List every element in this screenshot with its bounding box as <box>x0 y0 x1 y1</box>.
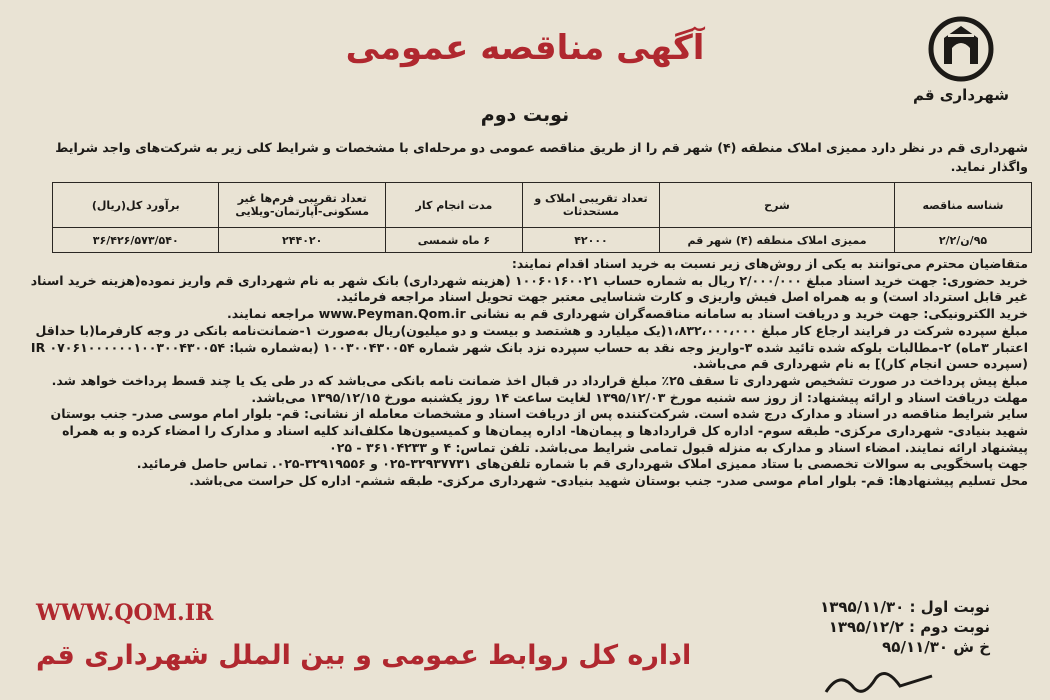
body-paragraph: جهت پاسخگویی به سوالات تخصصی با ستاد ممیزی املاک شهرداری قم با شماره تلفن‌های ۳۲۹۳۷۷۳۱-۰۲۵ و ۳۲۹۱۹۵۵۶-۰۲۵. تماس حاصل فرمائید. <box>136 456 1028 472</box>
body-paragraph: مبلغ پیش پرداخت در صورت تشخیص شهرداری تا سقف ۲۵٪ مبلغ قرارداد در قبال اخذ ضمانت نامه بانکی می‌باشد که در طی یک یا چند قسط پرداخت خواهد شد. <box>51 372 1028 388</box>
table-cell: ۳۶/۴۲۶/۵۷۳/۵۴۰ <box>53 228 219 253</box>
publication-code: خ ش ۹۵/۱۱/۳۰ <box>882 638 990 656</box>
table-header: تعداد تقریبی املاک و مستحدثات <box>522 183 659 228</box>
table-header: شرح <box>660 183 895 228</box>
signature-mark-icon <box>820 664 940 698</box>
publication-info <box>820 597 990 657</box>
intro-paragraph: شهرداری قم در نظر دارد ممیزی املاک منطقه (۴) شهر قم را از طریق مناقصه عمومی دو مرحله‌ای با مشخصات و شرایط کلی زیر به شرکت‌های واجد شرایط واگذار نماید. <box>55 140 1028 174</box>
notice-body <box>23 256 1028 490</box>
table-header: برآورد کل(ریال) <box>53 183 219 228</box>
tender-table <box>52 182 1032 253</box>
body-paragraph: خرید حضوری: جهت خرید اسناد مبلغ ۲/۰۰۰/۰۰۰ ریال به شماره حساب ۱۰۰۶۰۱۶۰۰۲۱ (هزینه شهرداری) بانک شهر به نام شهرداری قم واریز نموده(هزینه خرید اسناد غیر قابل استرداد است) و به همراه اصل فیش واریزی و کارت شناسایی معتبر جهت تحویل اسناد مراجعه فرمائید. <box>30 272 1028 305</box>
body-paragraph: متقاضیان محترم می‌توانند به یکی از روش‌های زیر نسبت به خرید اسناد اقدام نمایند: <box>511 256 1028 271</box>
table-cell: ۶ ماه شمسی <box>385 228 522 253</box>
table-cell: ۲۴۴۰۲۰ <box>219 228 385 253</box>
website-url: WWW.QOM.IR <box>36 600 214 626</box>
logo-text: شهرداری قم <box>912 86 1009 104</box>
table-cell: ۹۵/ن/۲/۲ <box>894 228 1031 253</box>
notice-title: آگهی مناقصه عمومی <box>345 28 705 68</box>
table-cell: ممیزی املاک منطقه (۴) شهر قم <box>660 228 895 253</box>
table-header: شناسه مناقصه <box>894 183 1031 228</box>
body-paragraph: خرید الکترونیکی: جهت خرید و دریافت اسناد به سامانه مناقصه‌گران شهرداری قم به نشانی www.Peyman.Qom.ir مراجعه نمایند. <box>227 306 1028 322</box>
body-paragraph: محل تسلیم پیشنهادها: قم- بلوار امام موسی صدر- جنب بوستان شهید بنیادی- شهرداری مرکزی- طبقه ششم- اداره کل حراست می‌باشد. <box>189 473 1028 489</box>
footer-department: اداره کل روابط عمومی و بین الملل شهرداری قم <box>36 640 692 671</box>
body-paragraph: مهلت دریافت اسناد و ارائه پیشنهاد: از روز سه شنبه مورخ ۱۳۹۵/۱۲/۰۳ لغایت ساعت ۱۴ روز یکشنبه مورخ ۱۳۹۵/۱۲/۱۵ می‌باشد. <box>251 389 1028 405</box>
table-row <box>53 228 1032 253</box>
table-cell: ۴۲۰۰۰ <box>522 228 659 253</box>
notice-round: نوبت دوم <box>480 104 570 126</box>
table-header: مدت انجام کار <box>385 183 522 228</box>
second-publication: نوبت دوم : ۱۳۹۵/۱۲/۲ <box>828 618 990 636</box>
table-header-row <box>53 183 1032 228</box>
table-header: تعداد تقریبی فرم‌ها غیر مسکونی-آپارتمان-ویلایی <box>219 183 385 228</box>
first-publication: نوبت اول : ۱۳۹۵/۱۱/۳۰ <box>820 598 990 616</box>
body-paragraph: سایر شرایط مناقصه در اسناد و مدارک درج شده است. شرکت‌کننده پس از دریافت اسناد و مشخصات معامله از نشانی: قم- بلوار امام موسی صدر- جنب بوستان شهید بنیادی- شهرداری مرکزی- طبقه سوم- اداره کل قراردادها و پیمان‌ها- اداره پیمان‌ها و کمیسیون‌ها مکلف‌اند کلیه اسناد و مدارک را امضاء کرده و به همراه پیشنهاد ارائه نمایند. امضاء اسناد و مدارک به منزله قبول تمامی شرایط می‌باشد. تلفن تماس: ۴ و ۳۶۱۰۴۲۳۳ - ۰۲۵ <box>50 406 1028 455</box>
body-paragraph: مبلغ سپرده شرکت در فرایند ارجاع کار مبلغ ۱،۸۳۲،۰۰۰،۰۰۰(یک میلیارد و هشتصد و بیست و دو میلیون)ریال به‌صورت ۱-ضمانت‌نامه بانکی در وجه کارفرما(با حداقل اعتبار ۳ماه) ۲-مطالبات بلوکه شده تائید شده ۳-واریز وجه نقد به حساب سپرده نزد بانک شهر شماره ۱۰۰۳۰۰۴۳۰۰۵۴ (به‌شماره شبا: IR ۰۷۰۶۱۰۰۰۰۰۰۱۰۰۳۰۰۴۳۰۰۵۴ (سپرده حسن انجام کار)] به نام شهرداری قم می‌باشد. <box>30 322 1028 372</box>
